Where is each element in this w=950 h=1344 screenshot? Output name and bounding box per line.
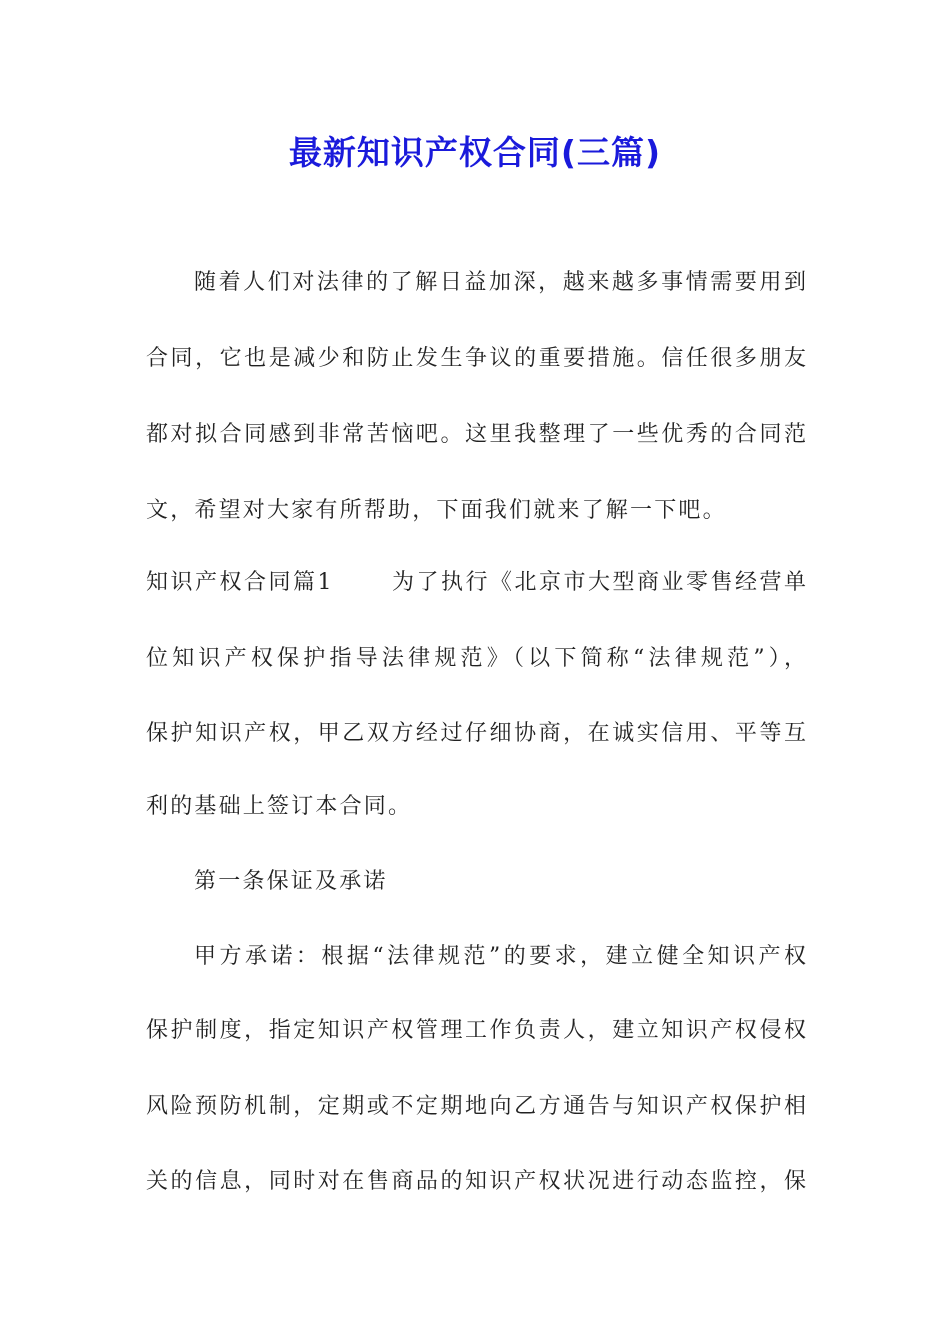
article-heading: 第一条保证及承诺 (194, 869, 388, 894)
section-line: 利的基础上签订本合同。 (146, 794, 413, 819)
article-line: 保护制度，指定知识产权管理工作负责人，建立知识产权侵权 (146, 1018, 806, 1043)
article-line: 甲方承诺：根据“法律规范”的要求，建立健全知识产权 (194, 944, 806, 969)
article-line: 关的信息，同时对在售商品的知识产权状况进行动态监控，保 (146, 1169, 806, 1194)
section-line: 保护知识产权，甲乙双方经过仔细协商，在诚实信用、平等互 (146, 721, 806, 746)
intro-line: 合同，它也是减少和防止发生争议的重要措施。信任很多朋友 (146, 346, 806, 371)
section-line: 为了执行《北京市大型商业零售经营单 (389, 570, 806, 595)
article-line: 风险预防机制，定期或不定期地向乙方通告与知识产权保护相 (146, 1094, 806, 1119)
section-line: 位知识产权保护指导法律规范》（以下简称“法律规范”）， (146, 646, 806, 671)
section-first-line (146, 566, 806, 600)
document-title: 最新知识产权合同(三篇) (288, 133, 662, 172)
section-heading: 知识产权合同篇1 (146, 570, 332, 595)
intro-line: 都对拟合同感到非常苦恼吧。这里我整理了一些优秀的合同范 (146, 422, 806, 447)
intro-line: 文，希望对大家有所帮助，下面我们就来了解一下吧。 (146, 498, 727, 523)
intro-line: 随着人们对法律的了解日益加深，越来越多事情需要用到 (194, 270, 806, 295)
